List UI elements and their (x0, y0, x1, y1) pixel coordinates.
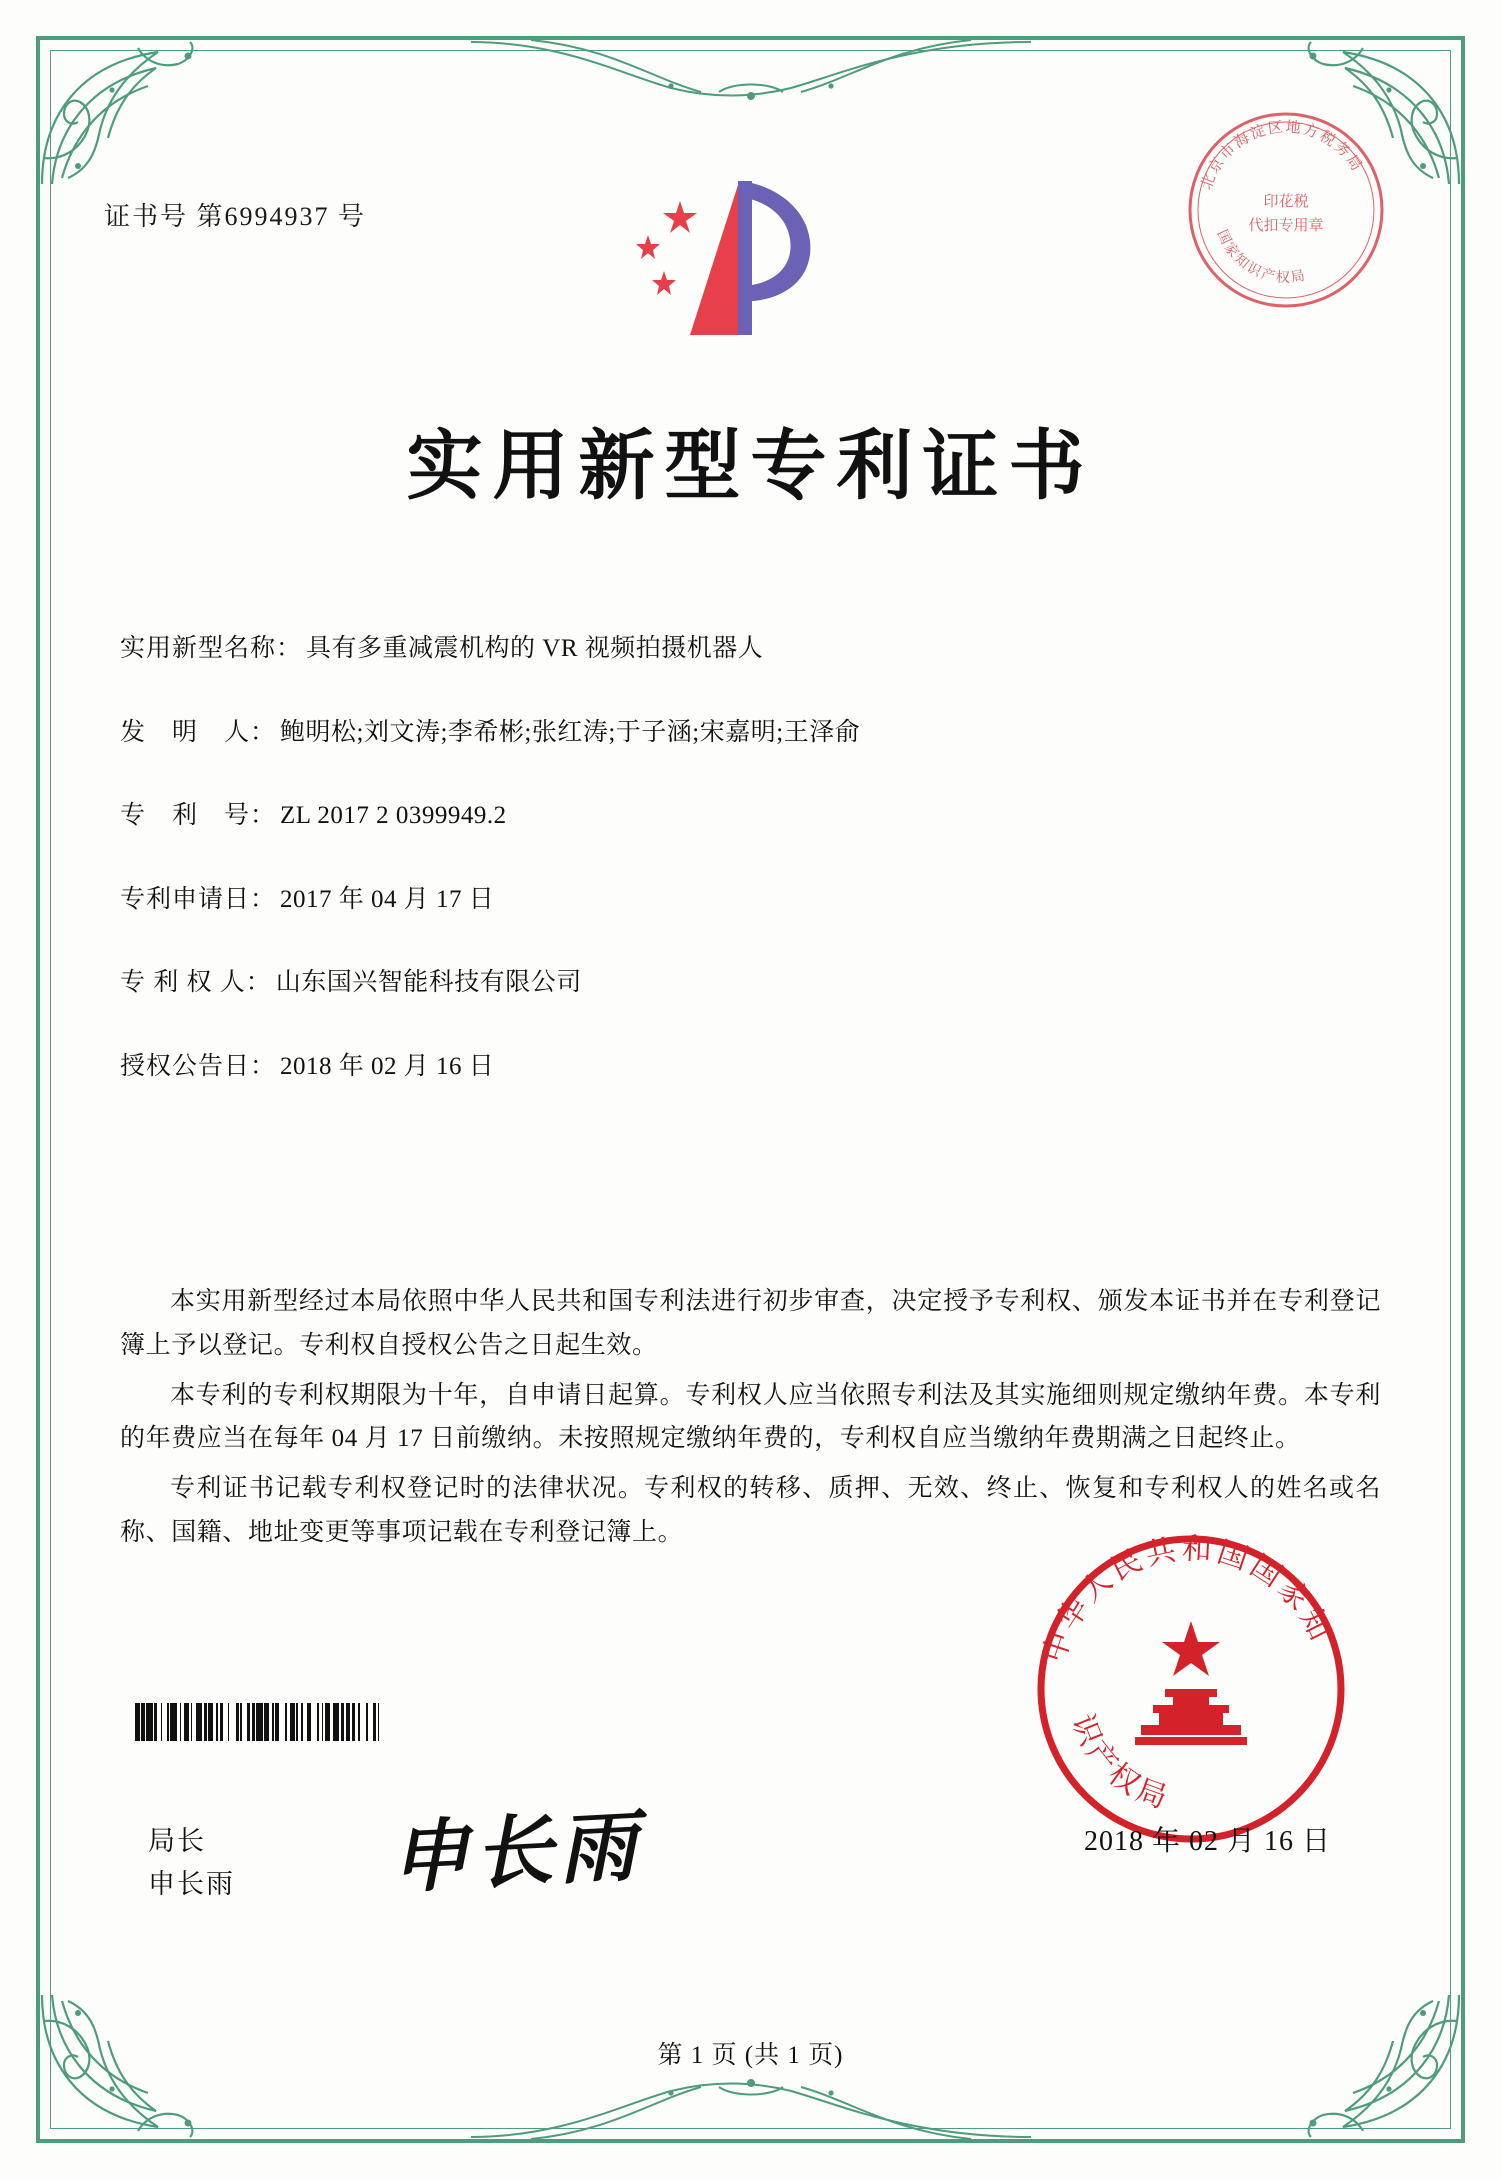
field-label: 实用新型名称： (120, 635, 303, 662)
paragraph: 本实用新型经过本局依照中华人民共和国专利法进行初步审查，决定授予专利权、颁发本证书并在专利登记簿上予以登记。专利权自授权公告之日起生效。 (120, 1288, 1381, 1359)
field-value: 2018 年 02 月 16 日 (280, 1052, 495, 1080)
seal-date: 2018 年 02 月 16 日 (1083, 1826, 1331, 1857)
handwritten-signature: 申长雨 (388, 1800, 645, 1905)
national-seal (1031, 1529, 1351, 1849)
field-row (120, 1048, 1381, 1086)
svg-text:中华人民共和国国家知: 中华人民共和国国家知 (1036, 1531, 1339, 1667)
field-list (120, 630, 1381, 1131)
field-row (120, 630, 1381, 668)
field-label: 专利申请日： (120, 885, 277, 913)
field-value: ZL 2017 2 0399949.2 (280, 802, 507, 829)
field-label: 专 利 权 人： (120, 969, 272, 996)
svg-text:北京市海淀区地方税务局: 北京市海淀区地方税务局 (1196, 117, 1367, 192)
page-footer: 第 1 页 (共 1 页) (657, 2042, 844, 2069)
svg-text:代扣专用章: 代扣专用章 (1248, 216, 1324, 234)
field-value: 2017 年 04 月 17 日 (280, 885, 495, 913)
paragraph: 本专利的专利权期限为十年，自申请日起算。专利权人应当依照专利法及其实施细则规定缴纳年费。本专利的年费应当在每年 04 月 17 日前缴纳。未按照规定缴纳年费的，专利权自应当缴纳年费期满之日起终止。 (120, 1381, 1381, 1453)
svg-text:识产权局: 识产权局 (1064, 1709, 1176, 1818)
field-row (120, 964, 1381, 1002)
field-value: 具有多重减震机构的 VR 视频拍摄机器人 (306, 635, 764, 662)
tax-stamp-seal (1184, 108, 1389, 313)
paragraph: 专利证书记载专利权登记时的法律状况。专利权的转移、质押、无效、终止、恢复和专利权人的姓名或名称、国籍、地址变更等事项记载在专利登记簿上。 (120, 1475, 1381, 1546)
body-text (120, 1280, 1381, 1561)
cnipa-logo-icon (620, 175, 860, 350)
field-value: 鲍明松;刘文涛;李希彬;张红涛;于子涵;宋嘉明;王泽俞 (280, 718, 861, 746)
certificate-number: 证书号 第6994937 号 (104, 202, 367, 231)
barcode (135, 1703, 555, 1741)
field-value: 山东国兴智能科技有限公司 (275, 969, 582, 996)
field-label: 专 利 号： (120, 802, 277, 829)
field-row (120, 714, 1381, 752)
field-row (120, 797, 1381, 835)
svg-text:国家知识产权局: 国家知识产权局 (1213, 227, 1309, 287)
field-row (120, 881, 1381, 919)
page-title: 实用新型专利证书 (406, 421, 1095, 510)
signature-block (148, 1820, 235, 1906)
svg-text:印花税: 印花税 (1263, 192, 1309, 210)
director-role-label: 局长 (148, 1826, 206, 1856)
field-label: 发 明 人： (120, 718, 277, 746)
field-label: 授权公告日： (120, 1052, 277, 1080)
director-name: 申长雨 (148, 1869, 235, 1900)
